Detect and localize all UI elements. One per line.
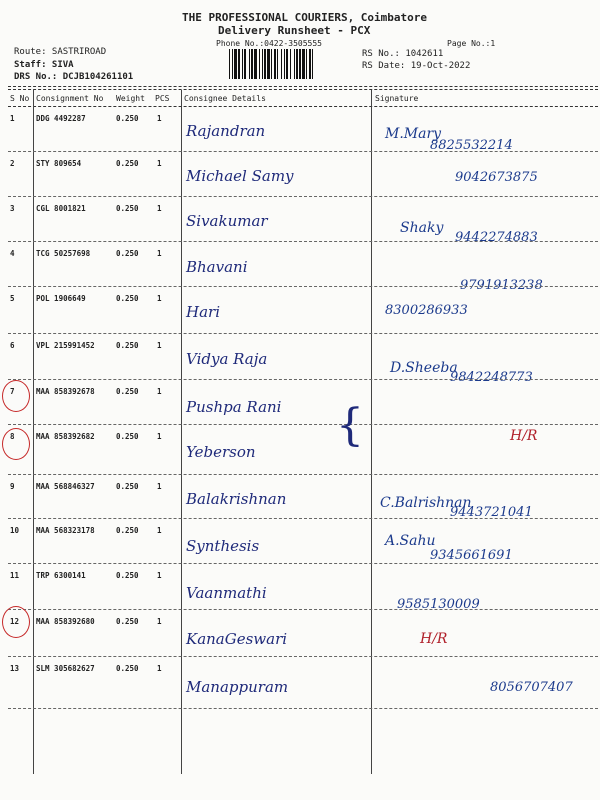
row-pcs: 1 xyxy=(157,432,162,441)
row-signature-phone: 8056707407 xyxy=(490,680,573,695)
row-sno: 10 xyxy=(10,526,20,535)
staff-label: Staff: SIVA xyxy=(14,60,74,70)
row-consignment-no: MAA 858392678 xyxy=(36,387,95,396)
barcode-bar xyxy=(242,49,243,79)
row-consignment-no: TCG 50257698 xyxy=(36,249,91,258)
row-sno: 6 xyxy=(10,341,15,350)
barcode-bar xyxy=(267,49,270,79)
barcode-bar xyxy=(251,49,253,79)
brace-mark: { xyxy=(336,400,364,451)
row-sno: 3 xyxy=(10,204,15,213)
row-consignee-name: KanaGeswari xyxy=(186,630,288,648)
row-consignee-name: Manappuram xyxy=(186,678,289,696)
row-divider xyxy=(8,424,598,425)
phone-number: Phone No.:0422-3505555 xyxy=(216,39,322,48)
row-signature: H/R xyxy=(510,428,538,444)
row-consignment-no: MAA 858392680 xyxy=(36,617,95,626)
barcode-bar xyxy=(306,49,307,79)
row-divider xyxy=(8,151,598,152)
row-sno: 13 xyxy=(10,664,20,673)
row-consignee-name: Balakrishnan xyxy=(186,490,287,508)
red-circle-mark xyxy=(2,606,30,638)
barcode-bar xyxy=(309,49,311,79)
route-label: Route: SASTRIROAD xyxy=(14,47,107,57)
row-divider xyxy=(8,379,598,380)
row-signature-phone: 9442274883 xyxy=(455,230,538,245)
row-consignment-no: CGL 8001821 xyxy=(36,204,86,213)
row-consignee-name: Michael Samy xyxy=(186,167,294,185)
row-consignment-no: POL 1906649 xyxy=(36,294,86,303)
barcode-bar xyxy=(264,49,266,79)
barcode-bar xyxy=(271,49,272,79)
row-consignment-no: MAA 568846327 xyxy=(36,482,95,491)
red-circle-mark xyxy=(2,428,30,460)
row-weight: 0.250 xyxy=(116,114,139,123)
barcode-bar xyxy=(234,49,237,79)
row-weight: 0.250 xyxy=(116,482,139,491)
row-pcs: 1 xyxy=(157,617,162,626)
row-signature: C.Balrishnan xyxy=(380,495,472,511)
row-signature-phone: 9042673875 xyxy=(455,170,538,185)
barcode-image xyxy=(229,49,355,79)
barcode-bar xyxy=(290,49,291,79)
row-consignment-no: MAA 568323178 xyxy=(36,526,95,535)
row-divider xyxy=(8,196,598,197)
column-divider xyxy=(181,90,182,774)
barcode-bar xyxy=(249,49,250,79)
row-weight: 0.250 xyxy=(116,387,139,396)
row-consignment-no: TRP 6300141 xyxy=(36,571,86,580)
row-consignee-name: Rajandran xyxy=(186,122,266,140)
row-divider xyxy=(8,563,598,564)
row-sno: 7 xyxy=(10,387,15,396)
red-circle-mark xyxy=(2,380,30,412)
col-sno-header: S No xyxy=(10,94,30,103)
row-signature-phone: 9345661691 xyxy=(430,548,513,563)
barcode-bar xyxy=(302,49,305,79)
row-weight: 0.250 xyxy=(116,526,139,535)
row-pcs: 1 xyxy=(157,341,162,350)
drs-number: DRS No.: DCJB104261101 xyxy=(14,72,134,82)
row-pcs: 1 xyxy=(157,387,162,396)
row-divider xyxy=(8,518,598,519)
row-pcs: 1 xyxy=(157,571,162,580)
barcode-bar xyxy=(244,49,246,79)
barcode-bar xyxy=(299,49,301,79)
barcode-bar xyxy=(294,49,295,79)
column-divider xyxy=(371,90,372,774)
header-rule-top-2 xyxy=(8,89,598,90)
row-signature-phone: 9791913238 xyxy=(460,278,543,293)
barcode-bar xyxy=(296,49,298,79)
row-divider xyxy=(8,474,598,475)
row-pcs: 1 xyxy=(157,114,162,123)
row-signature: D.Sheeba xyxy=(390,360,458,376)
col-consignee-header: Consignee Details xyxy=(184,94,266,103)
row-weight: 0.250 xyxy=(116,432,139,441)
col-pcs-header: PCS xyxy=(155,94,170,103)
row-signature-phone: 8825532214 xyxy=(430,138,513,153)
row-signature-phone: 9443721041 xyxy=(450,505,533,520)
page-number: Page No.:1 xyxy=(447,39,496,48)
barcode-bar xyxy=(281,49,282,79)
row-pcs: 1 xyxy=(157,526,162,535)
rs-date: RS Date: 19-Oct-2022 xyxy=(362,61,471,71)
row-consignee-name: Hari xyxy=(186,303,220,321)
row-weight: 0.250 xyxy=(116,341,139,350)
row-consignment-no: STY 809654 xyxy=(36,159,82,168)
row-pcs: 1 xyxy=(157,482,162,491)
row-consignment-no: SLM 305682627 xyxy=(36,664,95,673)
col-signature-header: Signature xyxy=(375,94,419,103)
row-signature: H/R xyxy=(420,631,448,647)
row-pcs: 1 xyxy=(157,249,162,258)
row-signature: M.Mary xyxy=(385,126,442,142)
row-sno: 4 xyxy=(10,249,15,258)
barcode-bar xyxy=(312,49,313,79)
barcode-bar xyxy=(238,49,240,79)
row-divider xyxy=(8,241,598,242)
row-sno: 2 xyxy=(10,159,15,168)
row-sno: 8 xyxy=(10,432,15,441)
row-divider xyxy=(8,286,598,287)
col-consignment-header: Consignment No xyxy=(36,94,104,103)
barcode-bar xyxy=(284,49,285,79)
header-rule-top xyxy=(8,86,598,87)
row-consignee-name: Pushpa Rani xyxy=(186,398,282,416)
row-consignee-name: Bhavani xyxy=(186,258,248,276)
runsheet-subtitle: Delivery Runsheet - PCX xyxy=(218,24,371,37)
row-weight: 0.250 xyxy=(116,249,139,258)
row-signature-phone: 9842248773 xyxy=(450,370,533,385)
column-divider xyxy=(33,90,34,774)
row-divider xyxy=(8,333,598,334)
row-weight: 0.250 xyxy=(116,664,139,673)
row-weight: 0.250 xyxy=(116,159,139,168)
row-divider xyxy=(8,609,598,610)
barcode-bar xyxy=(274,49,276,79)
row-signature-phone: 9585130009 xyxy=(397,597,480,612)
rs-number: RS No.: 1042611 xyxy=(362,49,444,59)
row-sno: 1 xyxy=(10,114,15,123)
row-sno: 11 xyxy=(10,571,20,580)
row-pcs: 1 xyxy=(157,294,162,303)
barcode-bar xyxy=(232,49,233,79)
row-sno: 12 xyxy=(10,617,20,626)
row-consignment-no: DDG 4492287 xyxy=(36,114,86,123)
row-divider xyxy=(8,656,598,657)
barcode-bar xyxy=(254,49,257,79)
row-consignee-name: Synthesis xyxy=(186,537,260,555)
row-consignment-no: VPL 215991452 xyxy=(36,341,95,350)
row-sno: 9 xyxy=(10,482,15,491)
col-weight-header: Weight xyxy=(116,94,145,103)
row-pcs: 1 xyxy=(157,664,162,673)
barcode-bar xyxy=(229,49,230,79)
row-weight: 0.250 xyxy=(116,571,139,580)
row-weight: 0.250 xyxy=(116,204,139,213)
row-signature: Shaky xyxy=(400,220,444,236)
company-title: THE PROFESSIONAL COURIERS, Coimbatore xyxy=(182,11,428,24)
barcode-bar xyxy=(259,49,260,79)
barcode-bar xyxy=(262,49,263,79)
barcode-bar xyxy=(286,49,288,79)
row-signature: A.Sahu xyxy=(385,533,436,549)
row-sno: 5 xyxy=(10,294,15,303)
row-pcs: 1 xyxy=(157,159,162,168)
row-consignee-name: Sivakumar xyxy=(186,212,268,230)
row-weight: 0.250 xyxy=(116,294,139,303)
header-rule-bottom xyxy=(8,106,598,107)
row-consignee-name: Vaanmathi xyxy=(186,584,267,602)
row-signature-phone: 8300286933 xyxy=(385,303,468,318)
row-consignee-name: Vidya Raja xyxy=(186,350,268,368)
barcode-bar xyxy=(277,49,278,79)
row-divider xyxy=(8,708,598,709)
row-pcs: 1 xyxy=(157,204,162,213)
row-consignee-name: Yeberson xyxy=(186,443,256,461)
row-consignment-no: MAA 858392682 xyxy=(36,432,95,441)
row-weight: 0.250 xyxy=(116,617,139,626)
